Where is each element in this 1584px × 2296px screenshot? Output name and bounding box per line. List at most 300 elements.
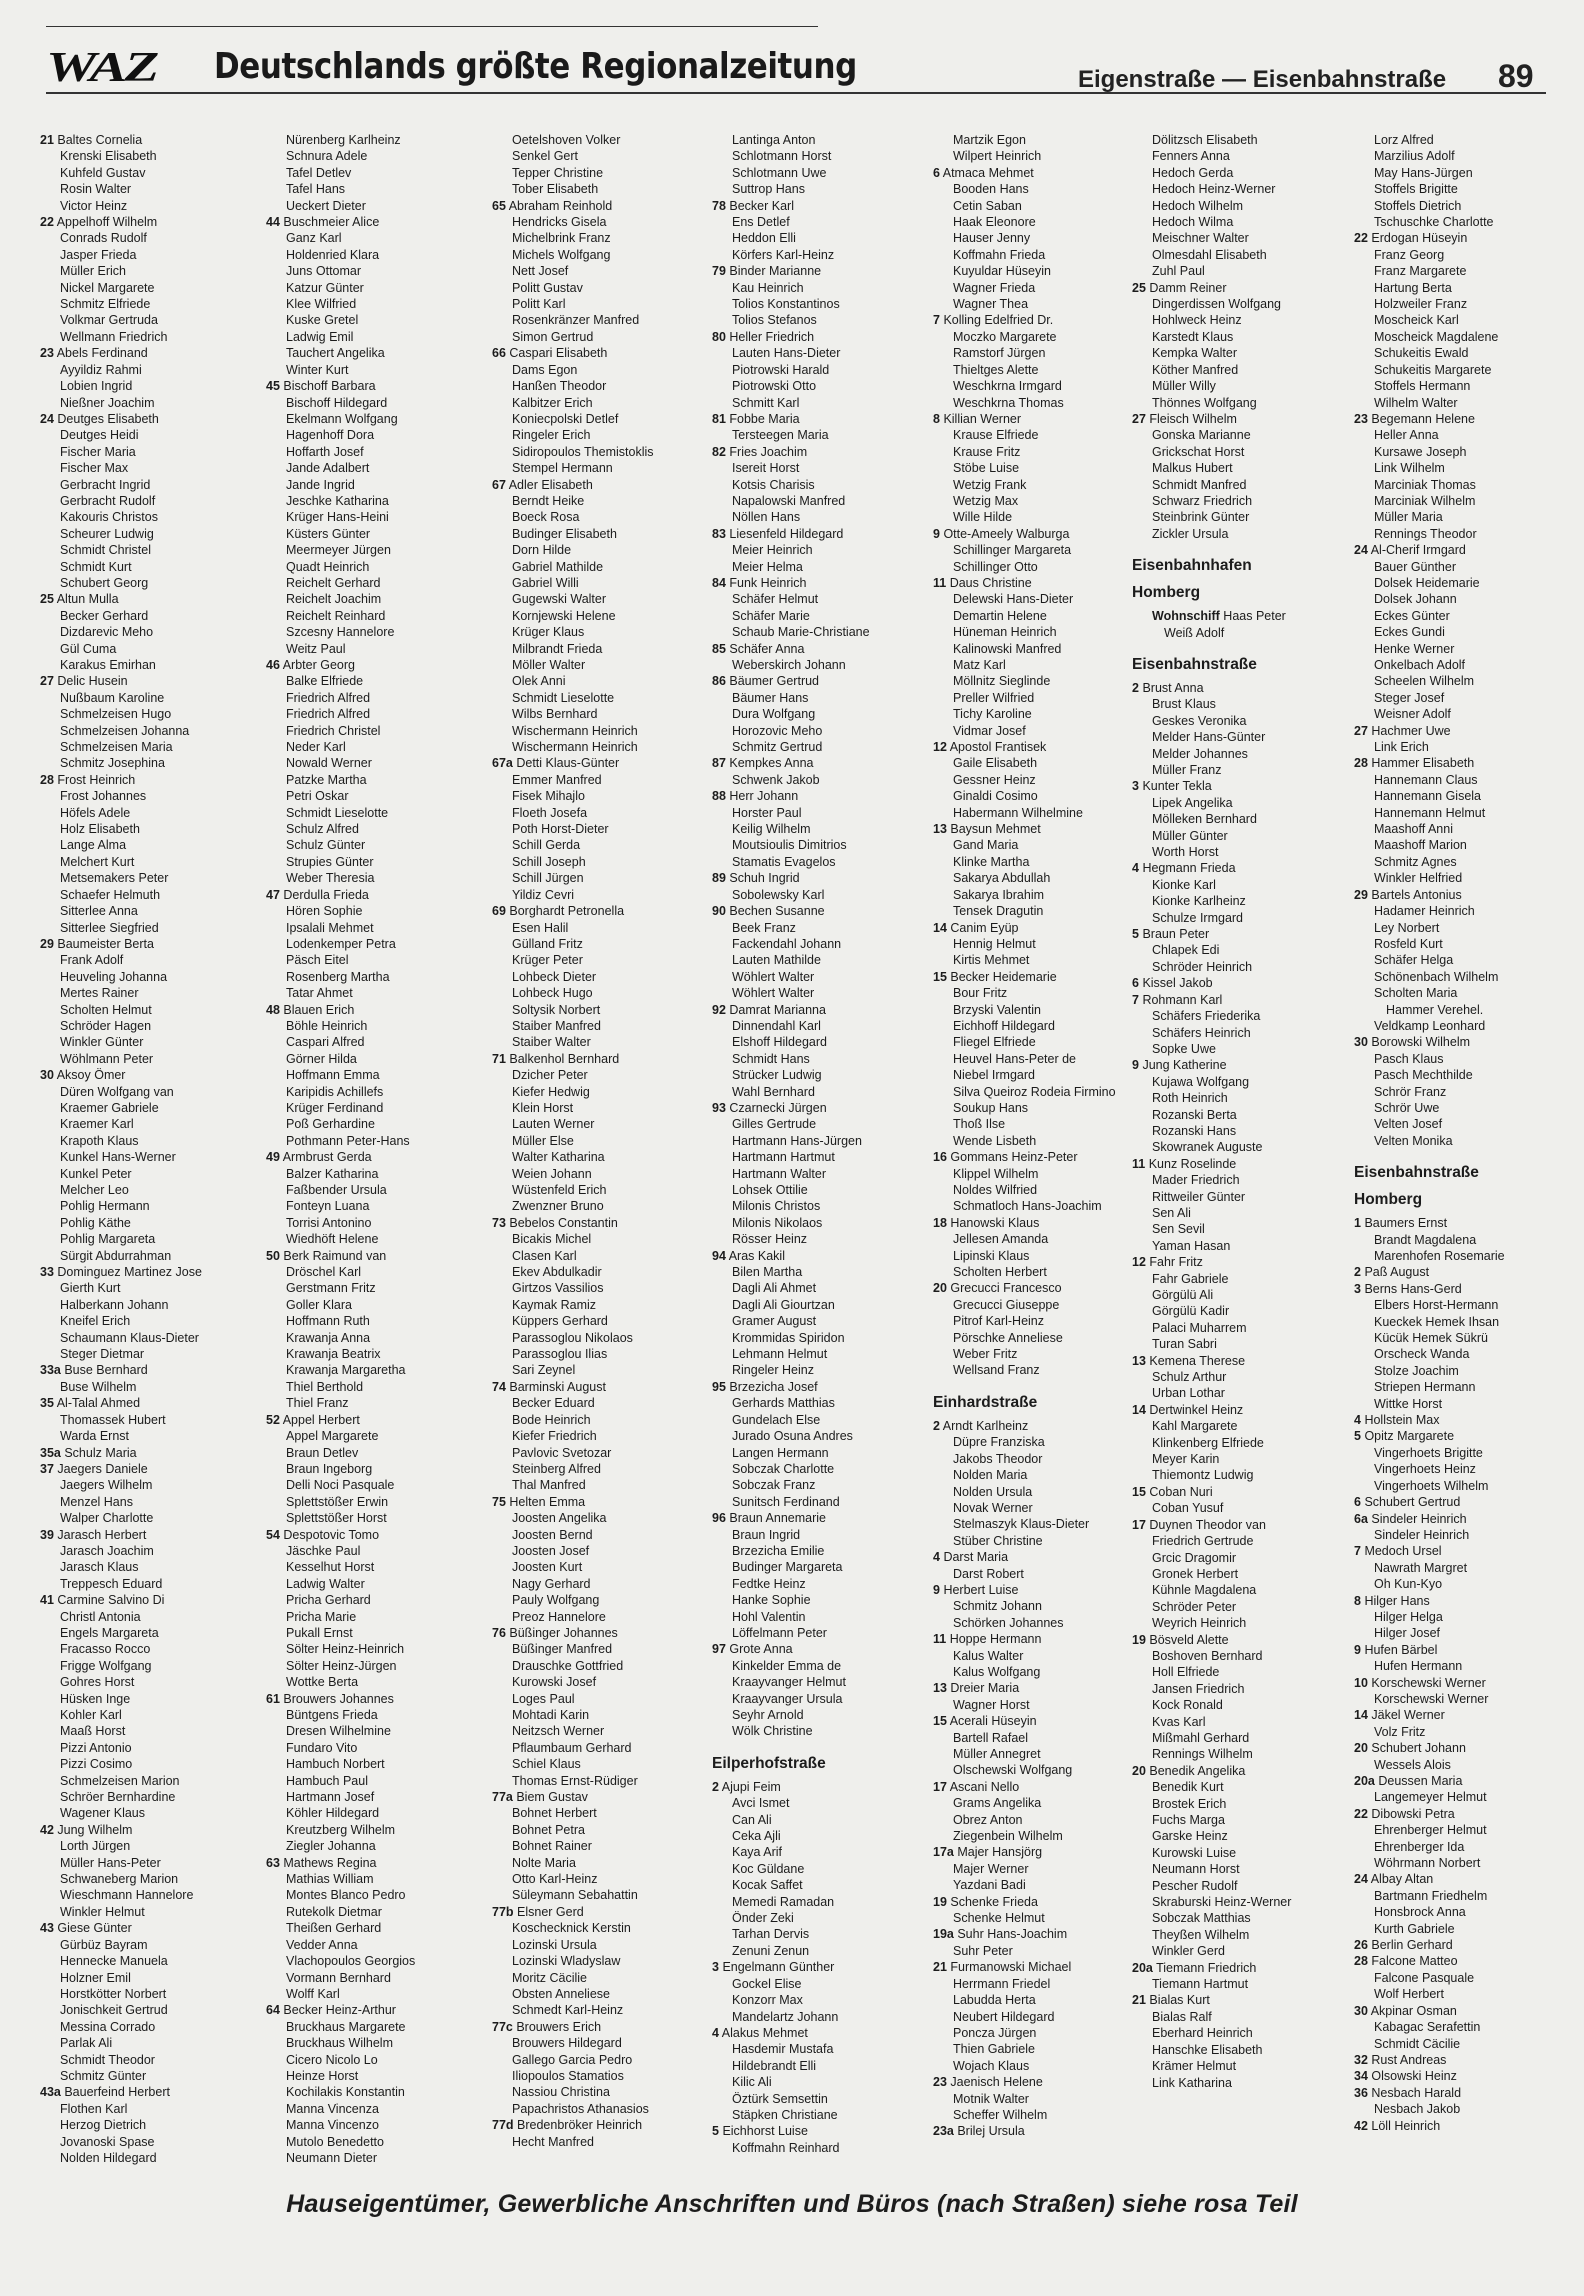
resident-name: Heuvel Hans-Peter de (953, 1051, 1076, 1066)
resident-entry (266, 247, 478, 263)
resident-name: Esen Halil (512, 920, 569, 935)
resident-entry (492, 1559, 704, 1575)
resident-entry (40, 936, 252, 952)
house-number: 5 (1132, 927, 1139, 942)
resident-name: Christl Antonia (60, 1609, 141, 1624)
house-number: 89 (712, 871, 726, 886)
resident-name: Weschkrna Irmgard (953, 379, 1062, 394)
resident-name: Wittke Horst (1374, 1396, 1443, 1411)
resident-entry (266, 2084, 478, 2100)
resident-entry (712, 673, 924, 689)
resident-entry (40, 2035, 252, 2051)
resident-entry (933, 690, 1145, 706)
resident-name: Ceka Ajli (732, 1829, 781, 1844)
resident-name: Kinkelder Emma de (732, 1658, 842, 1673)
resident-entry (933, 1330, 1145, 1346)
resident-entry (266, 837, 478, 853)
resident-name: Hannemann Gisela (1374, 789, 1482, 804)
resident-name: Elshoff Hildegard (732, 1035, 827, 1050)
resident-name: Staiber Manfred (512, 1018, 601, 1033)
resident-entry (266, 2002, 478, 2018)
resident-name: Herbert Luise (943, 1582, 1019, 1597)
resident-entry (933, 1812, 1145, 1828)
resident-name: Fischer Max (60, 461, 129, 476)
resident-entry (712, 1116, 924, 1132)
resident-name: Gül Cuma (60, 641, 117, 656)
resident-name: Melcher Leo (60, 1183, 129, 1197)
resident-entry (492, 1346, 704, 1362)
resident-entry (712, 1330, 924, 1346)
resident-entry (492, 214, 704, 230)
resident-name: Holzner Emil (60, 1970, 131, 1985)
resident-name: Canim Eyüp (950, 920, 1019, 935)
resident-entry (1354, 1560, 1566, 1576)
resident-entry (266, 1166, 478, 1182)
resident-name: Nassiou Christina (512, 2085, 610, 2100)
resident-name: Kornjewski Helene (512, 608, 616, 623)
resident-name: Kraemer Gabriele (60, 1100, 159, 1115)
house-number: 65 (492, 198, 506, 213)
resident-name: Walper Charlotte (60, 1511, 154, 1526)
resident-entry (266, 1445, 478, 1461)
resident-name: Olek Anni (512, 674, 566, 689)
resident-name: Schill Gerda (512, 838, 581, 853)
resident-name: Tersteegen Maria (732, 428, 829, 443)
resident-name: Friedrich Alfred (286, 690, 371, 705)
resident-name: Hambuch Paul (286, 1773, 368, 1788)
resident-entry (266, 1707, 478, 1723)
resident-entry (1132, 1008, 1344, 1024)
resident-entry (1132, 378, 1344, 394)
resident-name: Hauser Jenny (953, 231, 1031, 246)
resident-entry (712, 2123, 924, 2139)
resident-name: Parassoglou Ilias (512, 1347, 608, 1362)
resident-entry (712, 723, 924, 739)
resident-entry (1354, 230, 1566, 246)
resident-name: Hartmann Josef (286, 1790, 375, 1805)
resident-name: Henke Werner (1374, 641, 1455, 656)
resident-name: Nolden Ursula (953, 1484, 1033, 1499)
resident-name: Wieschmann Hannelore (60, 1888, 194, 1903)
resident-name: Klein Horst (512, 1100, 574, 1115)
resident-name: Altun Mulla (56, 592, 119, 607)
resident-name: Fisek Mihajlo (512, 789, 585, 804)
resident-name: Joosten Bernd (512, 1527, 593, 1542)
resident-entry (266, 1576, 478, 1592)
house-number: 61 (266, 1691, 280, 1706)
resident-name: Schlotmann Horst (732, 149, 832, 164)
resident-entry (712, 1461, 924, 1477)
resident-name: Nußbaum Karoline (60, 690, 165, 705)
resident-name: Milbrandt Frieda (512, 641, 603, 656)
resident-name: Messina Corrado (60, 2019, 156, 2034)
resident-entry (492, 1412, 704, 1428)
resident-name: Malkus Hubert (1152, 461, 1233, 476)
resident-entry (933, 444, 1145, 460)
resident-name: Herzog Dietrich (60, 2118, 147, 2133)
resident-entry (492, 526, 704, 542)
resident-entry (40, 1510, 252, 1526)
resident-name: Rozanski Hans (1152, 1123, 1237, 1138)
house-number: 50 (266, 1248, 280, 1263)
resident-name: Karakus Emirhan (60, 658, 156, 672)
resident-entry (1132, 362, 1344, 378)
resident-entry (712, 509, 924, 525)
resident-name: Montes Blanco Pedro (286, 1888, 406, 1903)
resident-entry (712, 624, 924, 640)
resident-entry (712, 755, 924, 771)
resident-entry (712, 1795, 924, 1811)
resident-name: Schmidt Lieselotte (512, 690, 615, 705)
resident-entry (712, 2107, 924, 2123)
resident-entry (40, 1740, 252, 1756)
resident-name: Tensek Dragutin (953, 904, 1044, 919)
resident-entry (266, 1067, 478, 1083)
resident-name: Önder Zeki (732, 1911, 794, 1926)
house-number: 27 (1132, 411, 1146, 426)
resident-entry (266, 2101, 478, 2117)
resident-entry (1132, 1714, 1344, 1730)
resident-name: Gabriel Willi (512, 575, 579, 590)
resident-entry (40, 1543, 252, 1559)
resident-entry (1354, 1297, 1566, 1313)
resident-name: Brostek Erich (1152, 1796, 1227, 1811)
resident-name: Vormann Bernhard (286, 1970, 391, 1985)
resident-entry (492, 1133, 704, 1149)
resident-entry (1132, 1287, 1344, 1303)
resident-entry (933, 920, 1145, 936)
resident-name: Derdulla Frieda (283, 887, 369, 902)
resident-entry (1354, 1576, 1566, 1592)
resident-name: Martzik Egon (953, 133, 1026, 147)
resident-entry (40, 1822, 252, 1838)
resident-entry (933, 1828, 1145, 1844)
resident-name: Hadamer Heinrich (1374, 904, 1475, 919)
resident-entry (933, 1533, 1145, 1549)
resident-entry (1354, 2118, 1566, 2134)
resident-name: Bode Heinrich (512, 1412, 591, 1427)
resident-name: Nowald Werner (286, 756, 372, 771)
resident-entry (492, 608, 704, 624)
resident-entry (933, 1067, 1145, 1083)
resident-name: Niebel Irmgard (953, 1068, 1035, 1083)
resident-name: Gramer August (732, 1314, 817, 1329)
resident-entry (266, 723, 478, 739)
resident-name: Kraemer Karl (60, 1117, 134, 1132)
resident-entry (712, 1034, 924, 1050)
resident-name: Borowski Wilhelm (1371, 1035, 1471, 1050)
resident-name: Dinnendahl Karl (732, 1018, 821, 1033)
resident-entry (933, 181, 1145, 197)
resident-entry (712, 739, 924, 755)
resident-name: Stäpken Christiane (732, 2107, 838, 2122)
resident-name: Weschkrna Thomas (953, 395, 1064, 410)
resident-name: Acerali Hüseyin (949, 1714, 1037, 1729)
resident-entry (266, 165, 478, 181)
resident-entry (40, 657, 252, 673)
resident-entry (266, 362, 478, 378)
resident-name: Demartin Helene (953, 608, 1047, 623)
resident-entry (492, 1543, 704, 1559)
house-number: 7 (1132, 992, 1139, 1007)
resident-entry (40, 493, 252, 509)
resident-entry (933, 509, 1145, 525)
resident-name: Schulz Maria (64, 1445, 137, 1460)
resident-entry (933, 805, 1145, 821)
resident-entry (40, 132, 252, 148)
resident-entry (40, 1773, 252, 1789)
resident-name: Engels Margareta (60, 1625, 159, 1640)
resident-entry (266, 1280, 478, 1296)
resident-name: Moscheick Karl (1374, 313, 1459, 328)
resident-name: Ajupi Feim (721, 1779, 781, 1794)
resident-name: Müller Annegret (953, 1747, 1041, 1761)
resident-name: Fobbe Maria (729, 411, 800, 426)
resident-entry (492, 1855, 704, 1871)
resident-name: Deutges Heidi (60, 428, 139, 443)
resident-name: Krawanja Beatrix (286, 1347, 381, 1362)
resident-name: Atmaca Mehmet (942, 165, 1034, 180)
resident-name: Korschewski Werner (1374, 1691, 1489, 1706)
resident-entry (933, 1149, 1145, 1165)
resident-name: Herrmann Friedel (953, 1976, 1051, 1991)
resident-entry (40, 148, 252, 164)
resident-name: Labudda Herta (953, 1993, 1036, 2008)
resident-entry (266, 575, 478, 591)
resident-entry (492, 1920, 704, 1936)
resident-name: Buse Bernhard (64, 1363, 148, 1378)
resident-entry (933, 1762, 1145, 1778)
resident-entry (1132, 1057, 1344, 1073)
resident-entry (1132, 1533, 1344, 1549)
resident-name: Pflaumbaum Gerhard (512, 1740, 632, 1755)
resident-name: Pricha Gerhard (286, 1593, 371, 1608)
resident-name: Menzel Hans (60, 1494, 133, 1509)
resident-name: Tepper Christine (512, 165, 604, 180)
resident-name: Balke Elfriede (286, 674, 364, 689)
resident-entry (712, 641, 924, 657)
resident-name: Orscheck Wanda (1374, 1347, 1470, 1362)
resident-entry (492, 1215, 704, 1231)
resident-entry (933, 1746, 1145, 1762)
resident-name: Brzezicha Emilie (732, 1543, 825, 1558)
resident-name: Grickschat Horst (1152, 444, 1245, 459)
resident-name: Kemena Therese (1149, 1353, 1246, 1368)
resident-name: Müller Hans-Peter (60, 1855, 161, 1870)
resident-entry (933, 1313, 1145, 1329)
resident-entry (1354, 1773, 1566, 1789)
resident-entry (1354, 181, 1566, 197)
resident-entry (266, 1691, 478, 1707)
house-number: 3 (1354, 1281, 1361, 1296)
resident-entry (712, 1428, 924, 1444)
resident-entry (266, 887, 478, 903)
resident-name: Loges Paul (512, 1691, 575, 1706)
resident-entry (1354, 312, 1566, 328)
resident-entry (1132, 1812, 1344, 1828)
resident-entry (933, 329, 1145, 345)
street-heading: Eisenbahnstraße (1132, 655, 1257, 673)
resident-entry (1132, 1878, 1344, 1894)
resident-entry (266, 1412, 478, 1428)
resident-entry (266, 493, 478, 509)
resident-name: Hendricks Gisela (512, 215, 607, 230)
resident-name: Majer Werner (953, 1861, 1029, 1876)
resident-name: Pörschke Anneliese (953, 1330, 1063, 1345)
resident-entry (933, 542, 1145, 558)
resident-name: Ehrenberger Ida (1374, 1839, 1465, 1854)
resident-entry (712, 312, 924, 328)
resident-entry (712, 1926, 924, 1942)
resident-entry (933, 1680, 1145, 1696)
house-number: 67a (492, 756, 513, 771)
resident-name: Mölleken Bernhard (1152, 812, 1257, 827)
resident-name: Schäfers Friederika (1152, 1009, 1261, 1024)
resident-name: Reichelt Joachim (286, 592, 382, 607)
resident-entry (1132, 1582, 1344, 1598)
resident-name: Thiel Berthold (286, 1379, 364, 1394)
house-number: 66 (492, 346, 506, 361)
resident-entry (933, 280, 1145, 296)
resident-entry (933, 673, 1145, 689)
resident-entry (1132, 1664, 1344, 1680)
resident-entry (492, 362, 704, 378)
house-number: 49 (266, 1150, 280, 1165)
resident-name: Joosten Kurt (512, 1560, 583, 1575)
resident-entry (40, 2134, 252, 2150)
resident-name: Jarasch Herbert (57, 1527, 147, 1542)
resident-name: Koc Güldane (732, 1861, 805, 1876)
header-bottom-rule (46, 92, 1546, 94)
house-number: 45 (266, 379, 280, 394)
resident-entry (1354, 1346, 1566, 1362)
resident-entry (712, 1264, 924, 1280)
resident-name: Braun Peter (1142, 927, 1210, 942)
resident-entry (1132, 132, 1344, 148)
resident-entry (712, 427, 924, 443)
resident-name: Coban Yusuf (1152, 1501, 1224, 1516)
resident-name: Poncza Jürgen (953, 2025, 1037, 2040)
resident-entry (933, 641, 1145, 657)
resident-entry (492, 493, 704, 509)
resident-entry (1354, 280, 1566, 296)
resident-entry (712, 1231, 924, 1247)
district-heading: Homberg (1354, 1191, 1423, 1209)
resident-name: Buschmeier Alice (283, 215, 380, 230)
resident-entry (933, 870, 1145, 886)
resident-name: Sobczak Charlotte (732, 1461, 835, 1476)
resident-entry (712, 559, 924, 575)
resident-name: Langen Hermann (732, 1445, 829, 1460)
resident-entry (492, 1018, 704, 1034)
resident-name: Tschuschke Charlotte (1374, 215, 1494, 230)
resident-entry (933, 1248, 1145, 1264)
resident-name: Onkelbach Adolf (1374, 658, 1466, 672)
resident-name: Joosten Josef (512, 1543, 590, 1558)
resident-entry (1354, 148, 1566, 164)
resident-name: Brouwers Hildegard (512, 2036, 622, 2051)
resident-entry (712, 1877, 924, 1893)
resident-name: Schubert Johann (1371, 1741, 1466, 1756)
resident-entry (266, 1740, 478, 1756)
resident-name: Baltes Cornelia (57, 133, 143, 147)
resident-name: Kock Ronald (1152, 1698, 1223, 1713)
house-number: 54 (266, 1527, 280, 1542)
resident-name: Tauchert Angelika (286, 346, 385, 361)
resident-name: Frigge Wolfgang (60, 1658, 152, 1673)
house-number: 6 (933, 165, 940, 180)
resident-name: Darst Maria (943, 1550, 1009, 1565)
resident-name: Schmidt Manfred (1152, 477, 1247, 492)
resident-entry (40, 1609, 252, 1625)
resident-name: Bartels Antonius (1371, 887, 1462, 902)
house-number: 28 (1354, 1954, 1368, 1969)
house-number: 27 (40, 674, 54, 689)
resident-name: Schrör Franz (1374, 1084, 1447, 1099)
resident-entry (266, 870, 478, 886)
resident-name: Jaenisch Helene (950, 2075, 1043, 2090)
resident-entry (266, 1297, 478, 1313)
resident-entry (1132, 2009, 1344, 2025)
resident-name: Lorth Jürgen (60, 1839, 131, 1854)
resident-name: Gallego Garcia Pedro (512, 2052, 633, 2067)
resident-name: Nolte Maria (512, 1855, 576, 1870)
resident-entry (266, 952, 478, 968)
resident-entry (1354, 1412, 1566, 1428)
resident-name: Walter Katharina (512, 1150, 605, 1165)
resident-entry (40, 280, 252, 296)
resident-name: Tarhan Dervis (732, 1927, 810, 1942)
resident-entry (266, 821, 478, 837)
resident-entry (1132, 1648, 1344, 1664)
resident-entry (712, 870, 924, 886)
resident-name: Pizzi Cosimo (60, 1757, 133, 1772)
resident-entry (1354, 526, 1566, 542)
resident-entry (1132, 778, 1344, 794)
resident-name: Baumers Ernst (1364, 1216, 1448, 1231)
resident-entry (1132, 509, 1344, 525)
resident-entry (712, 148, 924, 164)
house-number: 10 (1354, 1675, 1368, 1690)
resident-entry (266, 1822, 478, 1838)
resident-name: Kuhfeld Gustav (60, 165, 146, 180)
resident-entry (1132, 926, 1344, 942)
resident-name: Wölk Christine (732, 1724, 813, 1739)
resident-name: Obsten Anneliese (512, 1986, 610, 2001)
resident-name: Caspari Alfred (286, 1035, 365, 1050)
resident-name: Hufen Hermann (1374, 1659, 1463, 1674)
resident-name: Sen Ali (1152, 1205, 1191, 1220)
resident-name: Scheelen Wilhelm (1374, 674, 1475, 689)
resident-name: Gilles Gertrude (732, 1117, 817, 1132)
resident-name: Politt Gustav (512, 280, 583, 295)
resident-entry (1354, 1379, 1566, 1395)
resident-entry (933, 1549, 1145, 1565)
resident-name: Stoffels Dietrich (1374, 198, 1462, 213)
resident-name: Milonis Christos (732, 1199, 821, 1214)
resident-name: Wahl Bernhard (732, 1084, 815, 1099)
resident-entry (1132, 2025, 1344, 2041)
resident-entry (1132, 1205, 1344, 1221)
resident-entry (933, 378, 1145, 394)
resident-name: Dzicher Peter (512, 1068, 588, 1083)
resident-name: Lobien Ingrid (60, 379, 133, 394)
resident-entry (712, 1182, 924, 1198)
resident-name: Schmitz Gertrud (732, 740, 823, 755)
resident-name: Hanowski Klaus (950, 1215, 1040, 1230)
resident-entry (492, 1002, 704, 1018)
resident-name: Gand Maria (953, 838, 1019, 853)
